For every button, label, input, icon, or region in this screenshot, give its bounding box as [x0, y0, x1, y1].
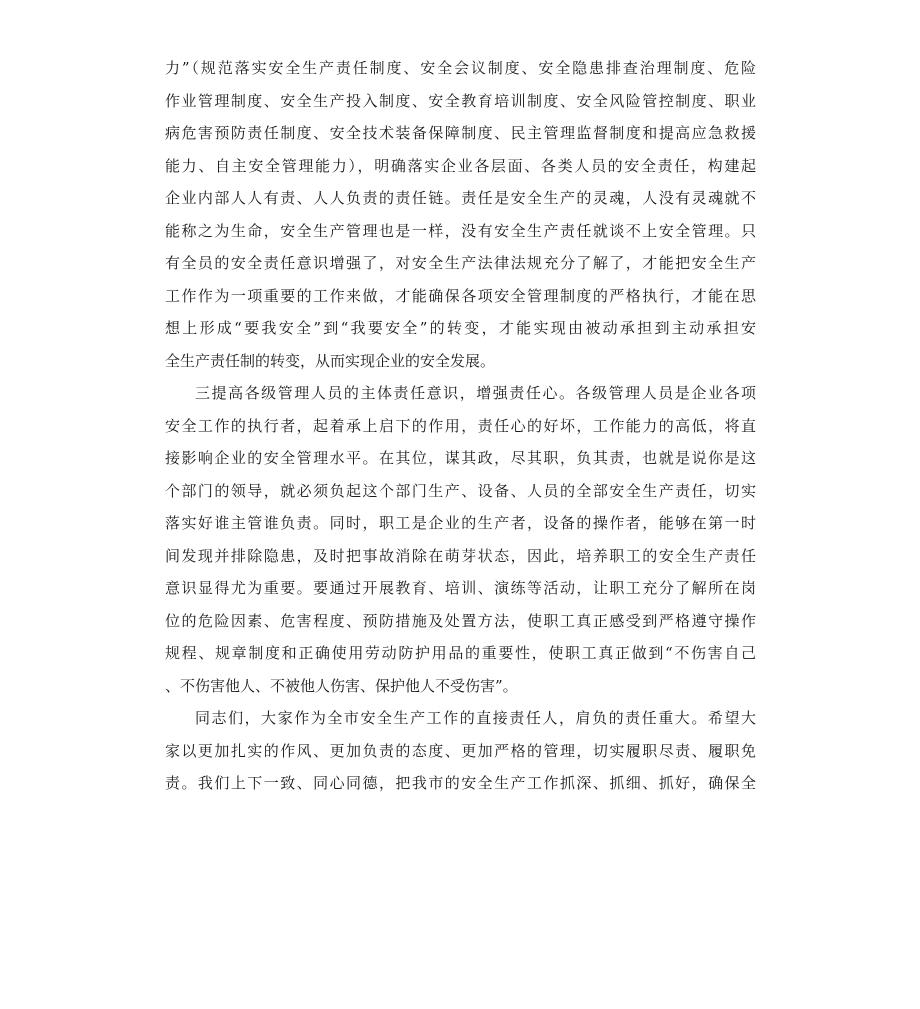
- paragraph-1: [165, 52, 756, 377]
- text-line: 间发现并排除隐患，及时把事故消除在萌芽状态，因此，培养职工的安全生产责任: [165, 546, 756, 565]
- paragraph-3: [165, 702, 756, 800]
- text-line: 有全员的安全责任意识增强了，对安全生产法律法规充分了解了，才能把安全生产: [165, 254, 756, 272]
- document-body: [165, 52, 756, 800]
- text-line: 全生产责任制的转变，从而实现企业的安全发展。: [165, 351, 496, 370]
- text-line: 工作作为一项重要的工作来做，才能确保各项安全管理制度的严格执行，才能在思: [165, 286, 756, 305]
- text-line: 个部门的领导，就必须负起这个部门生产、设备、人员的全部安全生产责任，切实: [165, 481, 756, 500]
- text-line: 接影响企业的安全管理水平。在其位，谋其政，尽其职，负其责，也就是说你是这: [165, 449, 756, 467]
- text-line: 安全工作的执行者，起着承上启下的作用，责任心的好坏，工作能力的高低，将直: [165, 416, 756, 435]
- text-line: 规程、规章制度和正确使用劳动防护用品的重要性，使职工真正做到“不伤害自己: [165, 644, 756, 662]
- text-line: 想上形成“要我安全”到“我要安全”的转变，才能实现由被动承担到主动承担安: [165, 319, 756, 337]
- text-line: 作业管理制度、安全生产投入制度、安全教育培训制度、安全风险管控制度、职业: [165, 91, 756, 110]
- text-line: 意识显得尤为重要。要通过开展教育、培训、演练等活动，让职工充分了解所在岗: [165, 579, 756, 597]
- text-line: 力”（规范落实安全生产责任制度、安全会议制度、安全隐患排查治理制度、危险: [165, 59, 756, 77]
- text-line: 责。我们上下一致、同心同德，把我市的安全生产工作抓深、抓细、抓好，确保全: [165, 774, 756, 792]
- text-line: 三提高各级管理人员的主体责任意识，增强责任心。各级管理人员是企业各项: [195, 384, 756, 402]
- text-line: 能力、自主安全管理能力），明确落实企业各层面、各类人员的安全责任，构建起: [165, 156, 756, 175]
- text-line: 家以更加扎实的作风、更加负责的态度、更加严格的管理，切实履职尽责、履职免: [165, 741, 756, 760]
- text-line: 企业内部人人有责、人人负责的责任链。责任是安全生产的灵魂，人没有灵魂就不: [165, 189, 756, 207]
- text-line: 位的危险因素、危害程度、预防措施及处置方法，使职工真正感受到严格遵守操作: [165, 611, 756, 630]
- text-line: 同志们，大家作为全市安全生产工作的直接责任人，肩负的责任重大。希望大: [195, 709, 756, 727]
- text-line: 病危害预防责任制度、安全技术装备保障制度、民主管理监督制度和提高应急救援: [165, 124, 756, 142]
- text-line: 落实好谁主管谁负责。同时，职工是企业的生产者，设备的操作者，能够在第一时: [165, 514, 756, 532]
- text-line: 能称之为生命，安全生产管理也是一样，没有安全生产责任就谈不上安全管理。只: [165, 221, 756, 240]
- text-line: 、不伤害他人、不被他人伤害、保护他人不受伤害”。: [165, 676, 518, 695]
- paragraph-2: [165, 377, 756, 702]
